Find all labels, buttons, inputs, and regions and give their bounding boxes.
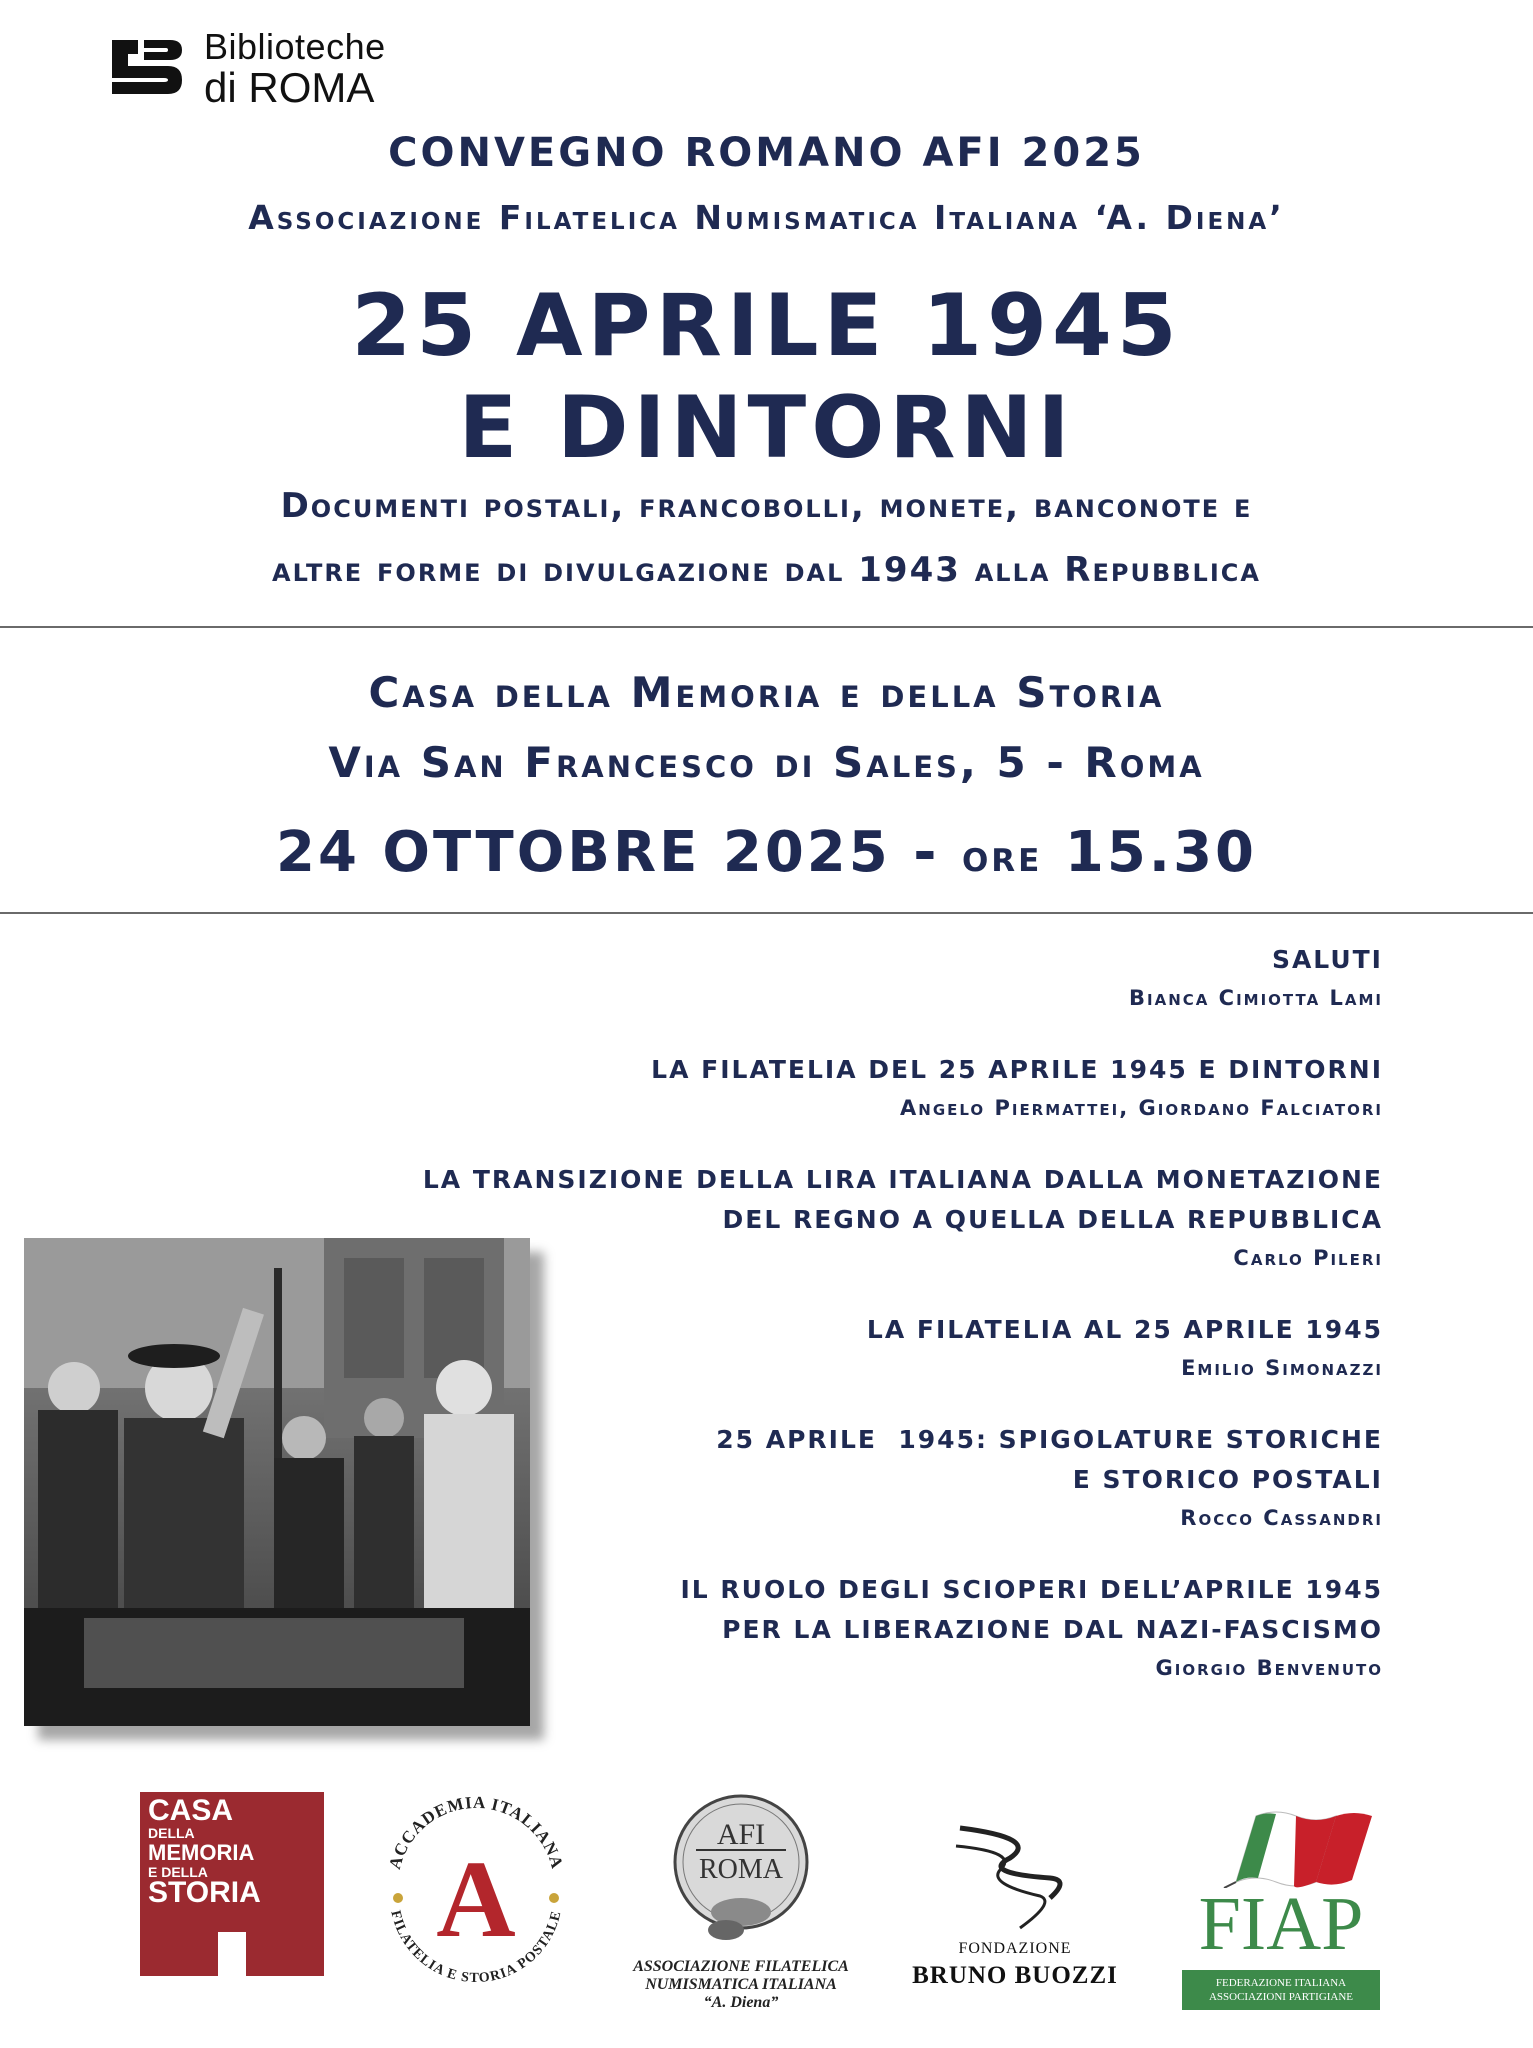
talk-title: LA TRANSIZIONE DELLA LIRA ITALIANA DALLA MONETAZIONE [422, 1165, 1383, 1194]
main-title-line-2: E DINTORNI [458, 378, 1075, 478]
venue-address: Via San Francesco di Sales, 5 - Roma [328, 738, 1205, 787]
talk-speaker: Bianca Cimiotta Lami [1129, 986, 1383, 1010]
afi-roma-medal-icon [606, 1788, 876, 1958]
main-title-line-1: 25 APRILE 1945 [351, 276, 1182, 376]
casa-logo-text-1: CASA [148, 1794, 234, 1827]
associazione-heading: Associazione Filatelica Numismatica Italiana ‘A. Diena’ [248, 198, 1285, 237]
talk-speaker: Emilio Simonazzi [1181, 1356, 1383, 1380]
venue-name: Casa della Memoria e della Storia [368, 668, 1165, 717]
accademia-seal-icon [376, 1786, 576, 1986]
accademia-italiana-logo [376, 1786, 576, 1986]
fiap-banner-line-1: FEDERAZIONE ITALIANA [1215, 1977, 1347, 1989]
talk-speaker: Carlo Pileri [1233, 1246, 1383, 1270]
svg-text:ACCADEMIA ITALIANA: ACCADEMIA ITALIANA [384, 1792, 568, 1872]
subtitle-line-2: altre forme di divulgazione dal 1943 alla Repubblica [272, 550, 1261, 590]
talk-title-cont: E STORICO POSTALI [1072, 1465, 1383, 1494]
photo-illustration [24, 1238, 530, 1726]
casa-logo-text-2: DELLA [148, 1825, 195, 1841]
afi-caption-line-3: “A. Diena” [703, 1994, 779, 2011]
italian-flag-icon [1176, 1808, 1386, 1888]
casa-logo-door-shape [218, 1932, 246, 1976]
talk-title-cont: DEL REGNO A QUELLA DELLA REPUBBLICA [722, 1205, 1383, 1234]
convegno-heading: CONVEGNO ROMANO AFI 2025 [388, 130, 1145, 176]
buozzi-label: FONDAZIONE [958, 1940, 1072, 1957]
casa-logo-text-4: E DELLA [148, 1864, 208, 1880]
talk-title: LA FILATELIA DEL 25 APRILE 1945 E DINTORNI [651, 1055, 1383, 1084]
afi-caption-line-2: NUMISMATICA ITALIANA [645, 1976, 837, 1993]
afi-caption [596, 1958, 886, 2012]
event-time: 15.30 [1064, 820, 1257, 885]
event-date: 24 OTTOBRE 2025 [275, 820, 891, 885]
fiap-wordmark: FIAP [1198, 1882, 1364, 1966]
casa-logo-text-3: MEMORIA [148, 1840, 255, 1865]
fiap-banner [1182, 1970, 1380, 2010]
logo-line-1: Biblioteche [204, 26, 386, 67]
subtitle-line-1: Documenti postali, francobolli, monete, banconote e [280, 486, 1253, 526]
talk-title: 25 APRILE 1945: SPIGOLATURE STORICHE [716, 1425, 1383, 1454]
biblioteche-logo-icon [108, 32, 186, 102]
historical-photo [24, 1238, 530, 1726]
svg-text:A: A [436, 1838, 516, 1960]
talk-speaker: Giorgio Benvenuto [1155, 1656, 1383, 1680]
talk-speaker: Rocco Cassandri [1180, 1506, 1383, 1530]
program-item [233, 940, 1383, 1016]
talk-title: SALUTI [1271, 945, 1383, 974]
casa-della-memoria-logo [140, 1792, 324, 1976]
svg-text:ROMA: ROMA [698, 1854, 784, 1885]
event-time-prefix: ore [961, 831, 1043, 882]
talk-title: IL RUOLO DEGLI SCIOPERI DELL’APRILE 1945 [680, 1575, 1383, 1604]
talk-speaker: Angelo Piermattei, Giordano Falciatori [900, 1096, 1383, 1120]
casa-logo-text-5: STORIA [148, 1876, 261, 1909]
biblioteche-di-roma-logo [108, 26, 448, 111]
buozzi-name: BRUNO BUOZZI [912, 1962, 1118, 1989]
divider-bottom [0, 912, 1533, 914]
divider-top [0, 626, 1533, 628]
afi-caption-line-1: ASSOCIAZIONE FILATELICA [633, 1958, 849, 1975]
fiap-banner-line-2: ASSOCIAZIONI PARTIGIANE [1208, 1991, 1354, 2003]
svg-text:FILATELIA E STORIA POSTALE: FILATELIA E STORIA POSTALE [387, 1909, 565, 1986]
svg-text:AFI: AFI [716, 1818, 766, 1851]
talk-title: LA FILATELIA AL 25 APRILE 1945 [866, 1315, 1383, 1344]
event-datetime [0, 820, 1533, 885]
buozzi-swirl-icon [900, 1818, 1130, 1938]
talk-title-cont: PER LA LIBERAZIONE DAL NAZI-FASCISMO [722, 1615, 1383, 1644]
program-item [233, 1050, 1383, 1126]
event-separator: - [890, 820, 962, 885]
logo-line-2: di ROMA [204, 64, 375, 111]
